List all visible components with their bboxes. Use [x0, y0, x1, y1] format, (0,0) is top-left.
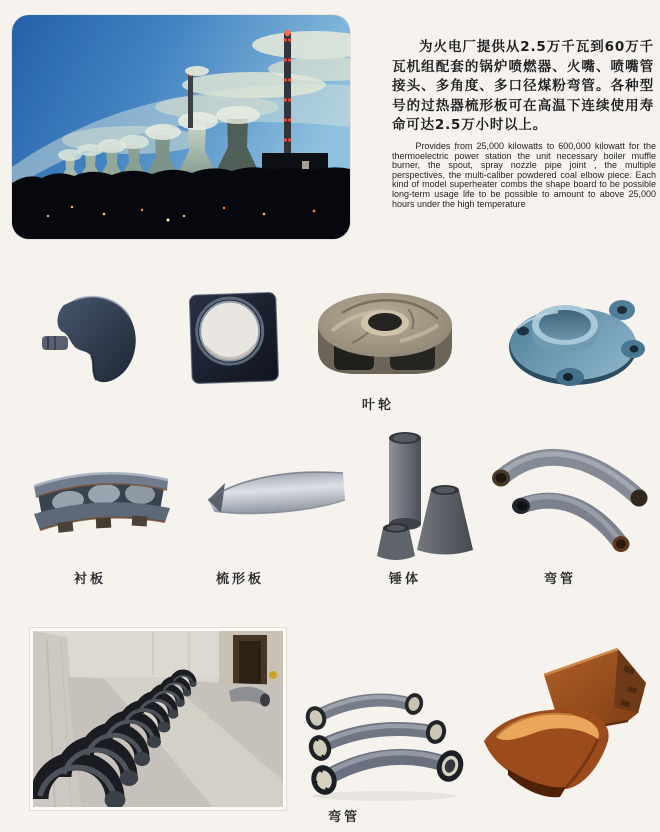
elbow-pipes-image: [487, 440, 659, 562]
label-liner-plate: 衬板: [73, 572, 106, 587]
ground-silhouette: [12, 167, 350, 239]
square-plate-casting-image: [182, 288, 286, 390]
tall-chimney: [284, 30, 292, 167]
label-hammer-body: 锤体: [388, 572, 421, 587]
burner-blade-casting-image: [35, 290, 150, 390]
impeller-casting-image: [312, 283, 458, 389]
label-elbow-pipe-bottom: 弯管: [327, 810, 360, 825]
label-comb-plate: 梳形板: [215, 572, 264, 587]
flanged-elbow-pipes-image: [288, 688, 470, 802]
intro-text-chinese: 为火电厂提供从2.5万千瓦到60万千瓦机组配套的锅炉喷燃器、火嘴、喷嘴管接头、多角度、多口径煤粉弯管。各种型号的过热器梳形板可在高温下连续使用寿命可达2.5万小时以上。: [392, 39, 654, 133]
power-plant-photo: [12, 15, 350, 239]
intro-text-english: Provides from 25,000 kilowatts to 600,000 kilowatt for the thermoelectric power station the unit necessary boiler muffle burner, the spout, spray nozzle pipe joint , the multiple perspectives, the multi-caliber powdered coal elbow piece. Each kind of model superheater combs the shape board to be possible long-term usage life to be possible to amount to above 25,000 hours under the high temperature: [392, 141, 656, 209]
comb-plate-casting-image: [198, 460, 350, 530]
elbow-pipes-yard-photo: [30, 628, 286, 810]
elbow-half-casting-image: [478, 645, 660, 801]
liner-plate-casting-image: [30, 460, 174, 536]
label-impeller: 叶轮: [361, 398, 394, 413]
flange-casting-image: [498, 288, 650, 390]
power-plant-photo-image: [12, 15, 350, 239]
hammer-bodies-image: [363, 428, 481, 570]
label-elbow-pipe: 弯管: [543, 572, 576, 587]
